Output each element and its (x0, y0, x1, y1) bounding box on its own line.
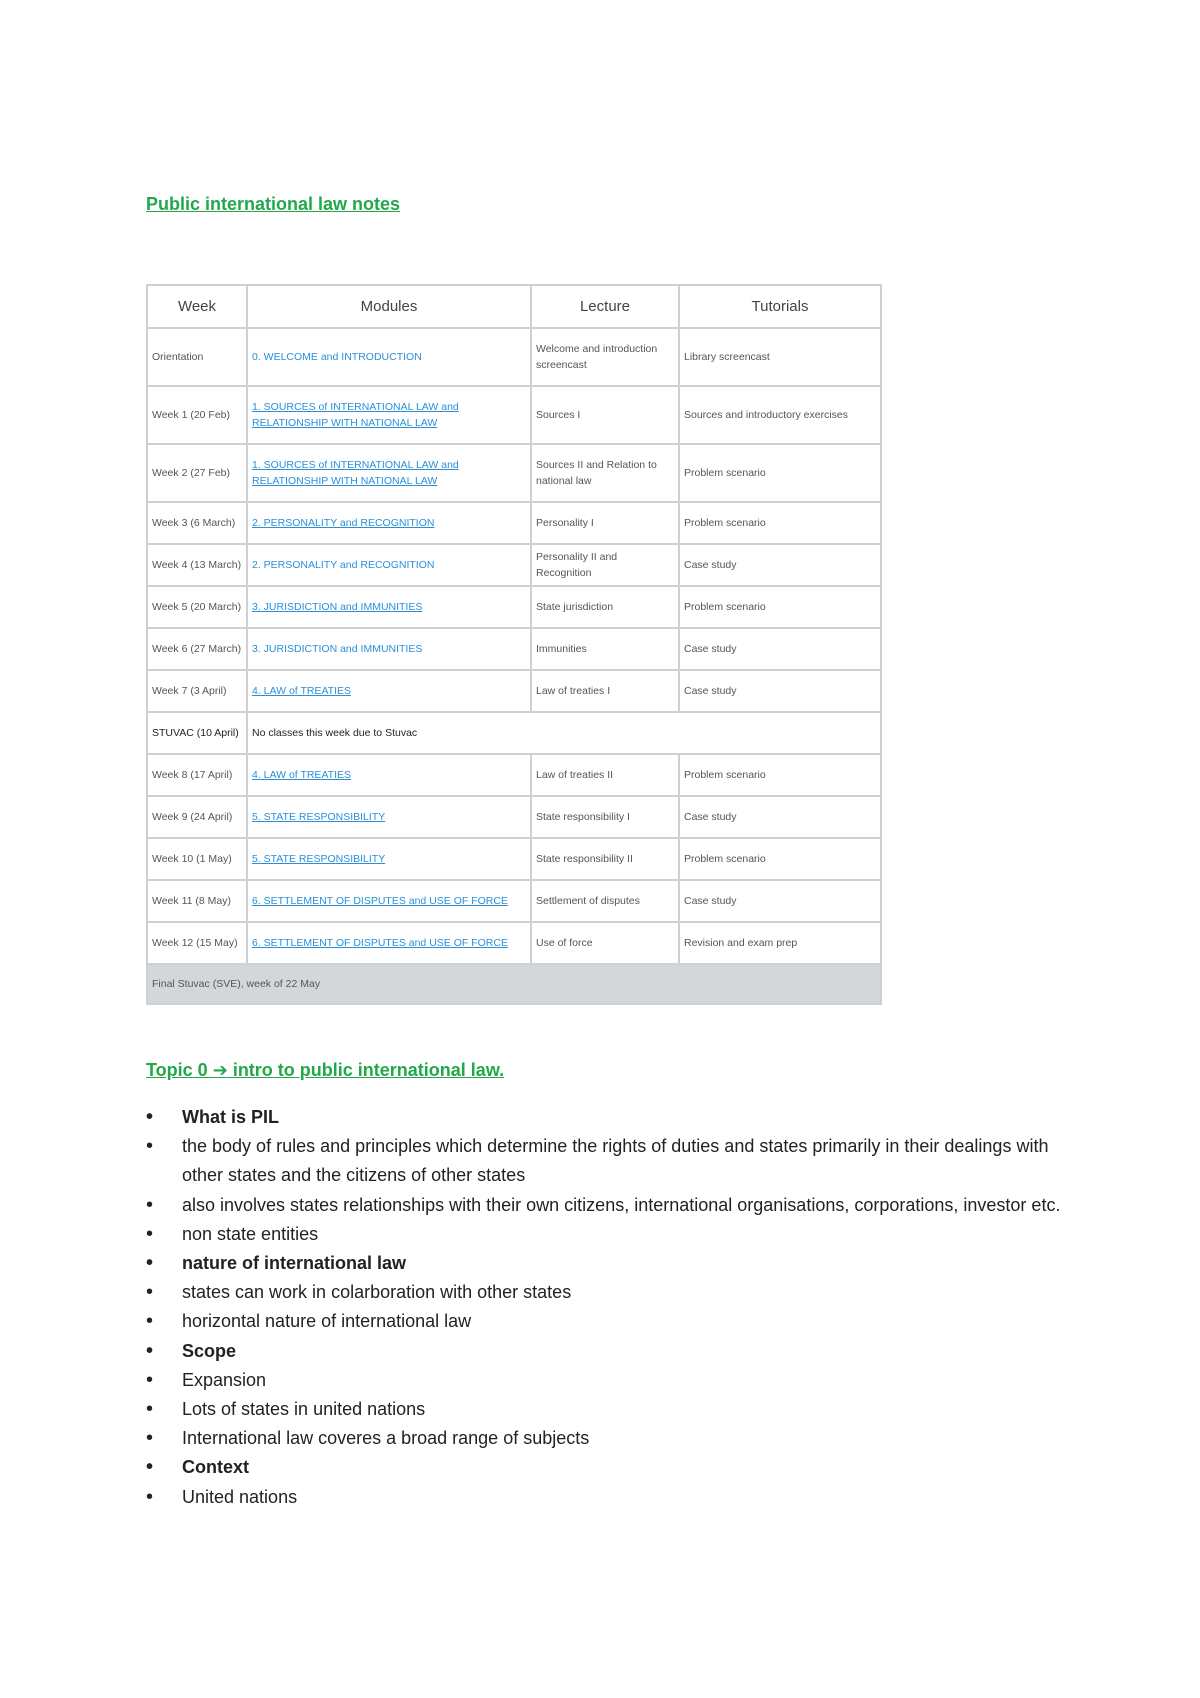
module-link[interactable]: 6. SETTLEMENT OF DISPUTES and USE OF FORCE (252, 895, 508, 907)
list-item: • horizontal nature of international law (146, 1307, 1086, 1336)
list-item: • nature of international law (146, 1249, 1086, 1278)
lecture-cell: Immunities (531, 628, 679, 670)
list-item: • What is PIL (146, 1103, 1086, 1132)
table-row (147, 544, 881, 586)
lecture-cell: Sources II and Relation to national law (531, 444, 679, 502)
header-modules: Modules (247, 285, 531, 328)
tutorial-cell: Problem scenario (679, 586, 881, 628)
topic-text: intro to public international law. (232, 1060, 505, 1080)
lecture-cell: Settlement of disputes (531, 880, 679, 922)
list-item: • non state entities (146, 1220, 1086, 1249)
week-cell: Week 9 (24 April) (147, 796, 247, 838)
tutorial-cell: Revision and exam prep (679, 922, 881, 964)
lecture-cell: State responsibility II (531, 838, 679, 880)
lecture-cell: State responsibility I (531, 796, 679, 838)
list-item: • the body of rules and principles which determine the rights of duties and states primarily in their dealings with other states and the citizens of other states (146, 1132, 1086, 1190)
course-schedule-table (146, 284, 882, 1005)
lecture-cell: Sources I (531, 386, 679, 444)
module-link[interactable]: 2. PERSONALITY and RECOGNITION (252, 517, 435, 529)
module-cell (247, 586, 531, 628)
header-lecture: Lecture (531, 285, 679, 328)
tutorial-cell: Case study (679, 670, 881, 712)
table-row (147, 880, 881, 922)
table-row (147, 754, 881, 796)
tutorial-cell: Problem scenario (679, 502, 881, 544)
table-footer-row (147, 964, 881, 1004)
lecture-cell: Use of force (531, 922, 679, 964)
lecture-cell: Law of treaties II (531, 754, 679, 796)
module-link[interactable]: 3. JURISDICTION and IMMUNITIES (252, 643, 423, 655)
table-row (147, 502, 881, 544)
module-link[interactable]: 0. WELCOME and INTRODUCTION (252, 351, 422, 363)
topic-label: Topic 0 (146, 1060, 208, 1080)
final-stuvac-cell: Final Stuvac (SVE), week of 22 May (147, 964, 881, 1004)
lecture-cell: Personality I (531, 502, 679, 544)
module-cell (247, 444, 531, 502)
module-cell (247, 544, 531, 586)
header-week: Week (147, 285, 247, 328)
list-item: • also involves states relationships with their own citizens, international organisations, corporations, investor etc. (146, 1191, 1086, 1220)
module-link[interactable]: 4. LAW of TREATIES (252, 685, 352, 697)
module-cell (247, 922, 531, 964)
module-link[interactable]: 6. SETTLEMENT OF DISPUTES and USE OF FORCE (252, 937, 508, 949)
lecture-cell: Law of treaties I (531, 670, 679, 712)
table-row (147, 838, 881, 880)
table-row (147, 628, 881, 670)
tutorial-cell: Sources and introductory exercises (679, 386, 881, 444)
table-row (147, 444, 881, 502)
table-row (147, 586, 881, 628)
tutorial-cell: Problem scenario (679, 444, 881, 502)
table-row (147, 796, 881, 838)
tutorial-cell: Problem scenario (679, 754, 881, 796)
table-row (147, 328, 881, 386)
header-tutorials: Tutorials (679, 285, 881, 328)
list-item: • Expansion (146, 1366, 1086, 1395)
table-row (147, 670, 881, 712)
notice-cell: No classes this week due to Stuvac (247, 712, 881, 754)
week-cell: Week 10 (1 May) (147, 838, 247, 880)
module-cell (247, 796, 531, 838)
lecture-cell: Personality II and Recognition (531, 544, 679, 586)
list-item: • states can work in colarboration with other states (146, 1278, 1086, 1307)
module-cell (247, 670, 531, 712)
table-row (147, 712, 881, 754)
tutorial-cell: Case study (679, 544, 881, 586)
module-cell (247, 754, 531, 796)
week-cell: Week 5 (20 March) (147, 586, 247, 628)
list-item: • International law coveres a broad range of subjects (146, 1424, 1086, 1453)
module-cell (247, 502, 531, 544)
list-item: • Lots of states in united nations (146, 1395, 1086, 1424)
table-header-row (147, 285, 881, 328)
module-link[interactable]: 5. STATE RESPONSIBILITY (252, 853, 386, 865)
document-title: Public international law notes (146, 194, 401, 214)
week-cell: Week 2 (27 Feb) (147, 444, 247, 502)
week-cell: STUVAC (10 April) (147, 712, 247, 754)
module-link[interactable]: 5. STATE RESPONSIBILITY (252, 811, 386, 823)
lecture-cell: State jurisdiction (531, 586, 679, 628)
tutorial-cell: Library screencast (679, 328, 881, 386)
tutorial-cell: Problem scenario (679, 838, 881, 880)
week-cell: Week 7 (3 April) (147, 670, 247, 712)
module-link[interactable]: 4. LAW of TREATIES (252, 769, 352, 781)
list-item: • Scope (146, 1337, 1086, 1366)
week-cell: Week 8 (17 April) (147, 754, 247, 796)
module-cell (247, 838, 531, 880)
table-row (147, 386, 881, 444)
list-item: • United nations (146, 1483, 1086, 1512)
notes-list (146, 1103, 1086, 1512)
tutorial-cell: Case study (679, 796, 881, 838)
week-cell: Week 11 (8 May) (147, 880, 247, 922)
week-cell: Week 1 (20 Feb) (147, 386, 247, 444)
week-cell: Week 3 (6 March) (147, 502, 247, 544)
topic-heading (146, 1060, 504, 1081)
module-link[interactable]: 1. SOURCES of INTERNATIONAL LAW and RELATIONSHIP WITH NATIONAL LAW (252, 459, 459, 487)
lecture-cell: Welcome and introduction screencast (531, 328, 679, 386)
tutorial-cell: Case study (679, 628, 881, 670)
week-cell: Week 4 (13 March) (147, 544, 247, 586)
module-cell (247, 328, 531, 386)
module-link[interactable]: 1. SOURCES of INTERNATIONAL LAW and RELATIONSHIP WITH NATIONAL LAW (252, 401, 459, 429)
module-cell (247, 880, 531, 922)
tutorial-cell: Case study (679, 880, 881, 922)
module-link[interactable]: 2. PERSONALITY and RECOGNITION (252, 559, 435, 571)
list-item: • Context (146, 1453, 1086, 1482)
module-cell (247, 628, 531, 670)
week-cell: Week 6 (27 March) (147, 628, 247, 670)
table-row (147, 922, 881, 964)
module-link[interactable]: 3. JURISDICTION and IMMUNITIES (252, 601, 423, 613)
week-cell: Week 12 (15 May) (147, 922, 247, 964)
arrow-icon: ➔ (212, 1060, 228, 1080)
module-cell (247, 386, 531, 444)
week-cell: Orientation (147, 328, 247, 386)
